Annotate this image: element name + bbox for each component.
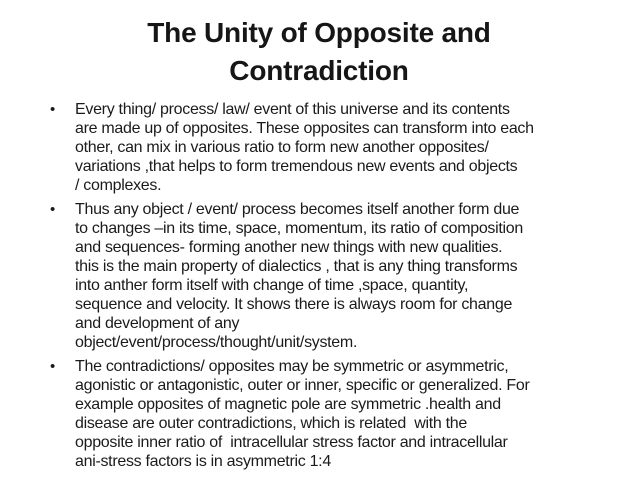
bullet-text-block: [75, 357, 630, 471]
bullet-marker: •: [50, 101, 55, 118]
bullet-text-line: Every thing/ process/ law/ event of this universe and its contents: [75, 101, 510, 118]
bullet-item-3: [50, 357, 630, 471]
bullet-text-line: Thus any object / event/ process becomes itself another form due: [75, 201, 520, 218]
bullet-text-line: into anther form itself with change of time ,space, quantity,: [75, 277, 469, 294]
bullet-text-line: opposite inner ratio of intracellular stress factor and intracellular: [75, 434, 508, 451]
bullet-text-line: variations ,that helps to form tremendous new events and objects: [75, 158, 518, 175]
bullet-text-line: object/event/process/thought/unit/system.: [75, 334, 358, 351]
slide-title-line-1: The Unity of Opposite and: [147, 17, 491, 48]
slide-body: [0, 100, 638, 471]
bullet-item-1: [50, 100, 630, 195]
slide-title: [0, 14, 638, 90]
bullet-text-line: and sequences- forming another new things with new qualities.: [75, 239, 503, 256]
bullet-marker: •: [50, 201, 55, 218]
bullet-text-block: [75, 100, 630, 195]
bullet-text-line: ani-stress factors is in asymmetric 1:4: [75, 453, 331, 470]
bullet-text-line: to changes –in its time, space, momentum, its ratio of composition: [75, 220, 523, 237]
bullet-text-line: and development of any: [75, 315, 240, 332]
bullet-text-line: other, can mix in various ratio to form new another opposites/: [75, 139, 489, 156]
bullet-text-line: are made up of opposites. These opposites can transform into each: [75, 120, 534, 137]
bullet-text-block: [75, 200, 630, 352]
bullet-text-line: this is the main property of dialectics , that is any thing transforms: [75, 258, 518, 275]
bullet-text-line: example opposites of magnetic pole are symmetric .health and: [75, 396, 501, 413]
bullet-text-line: / complexes.: [75, 177, 162, 194]
bullet-text-line: The contradictions/ opposites may be symmetric or asymmetric,: [75, 358, 509, 375]
bullet-text-line: sequence and velocity. It shows there is always room for change: [75, 296, 513, 313]
bullet-item-2: [50, 200, 630, 352]
bullet-marker: •: [50, 358, 55, 375]
bullet-text-line: agonistic or antagonistic, outer or inner, specific or generalized. For: [75, 377, 530, 394]
bullet-text-line: disease are outer contradictions, which is related with the: [75, 415, 467, 432]
slide-title-line-2: Contradiction: [229, 55, 409, 86]
